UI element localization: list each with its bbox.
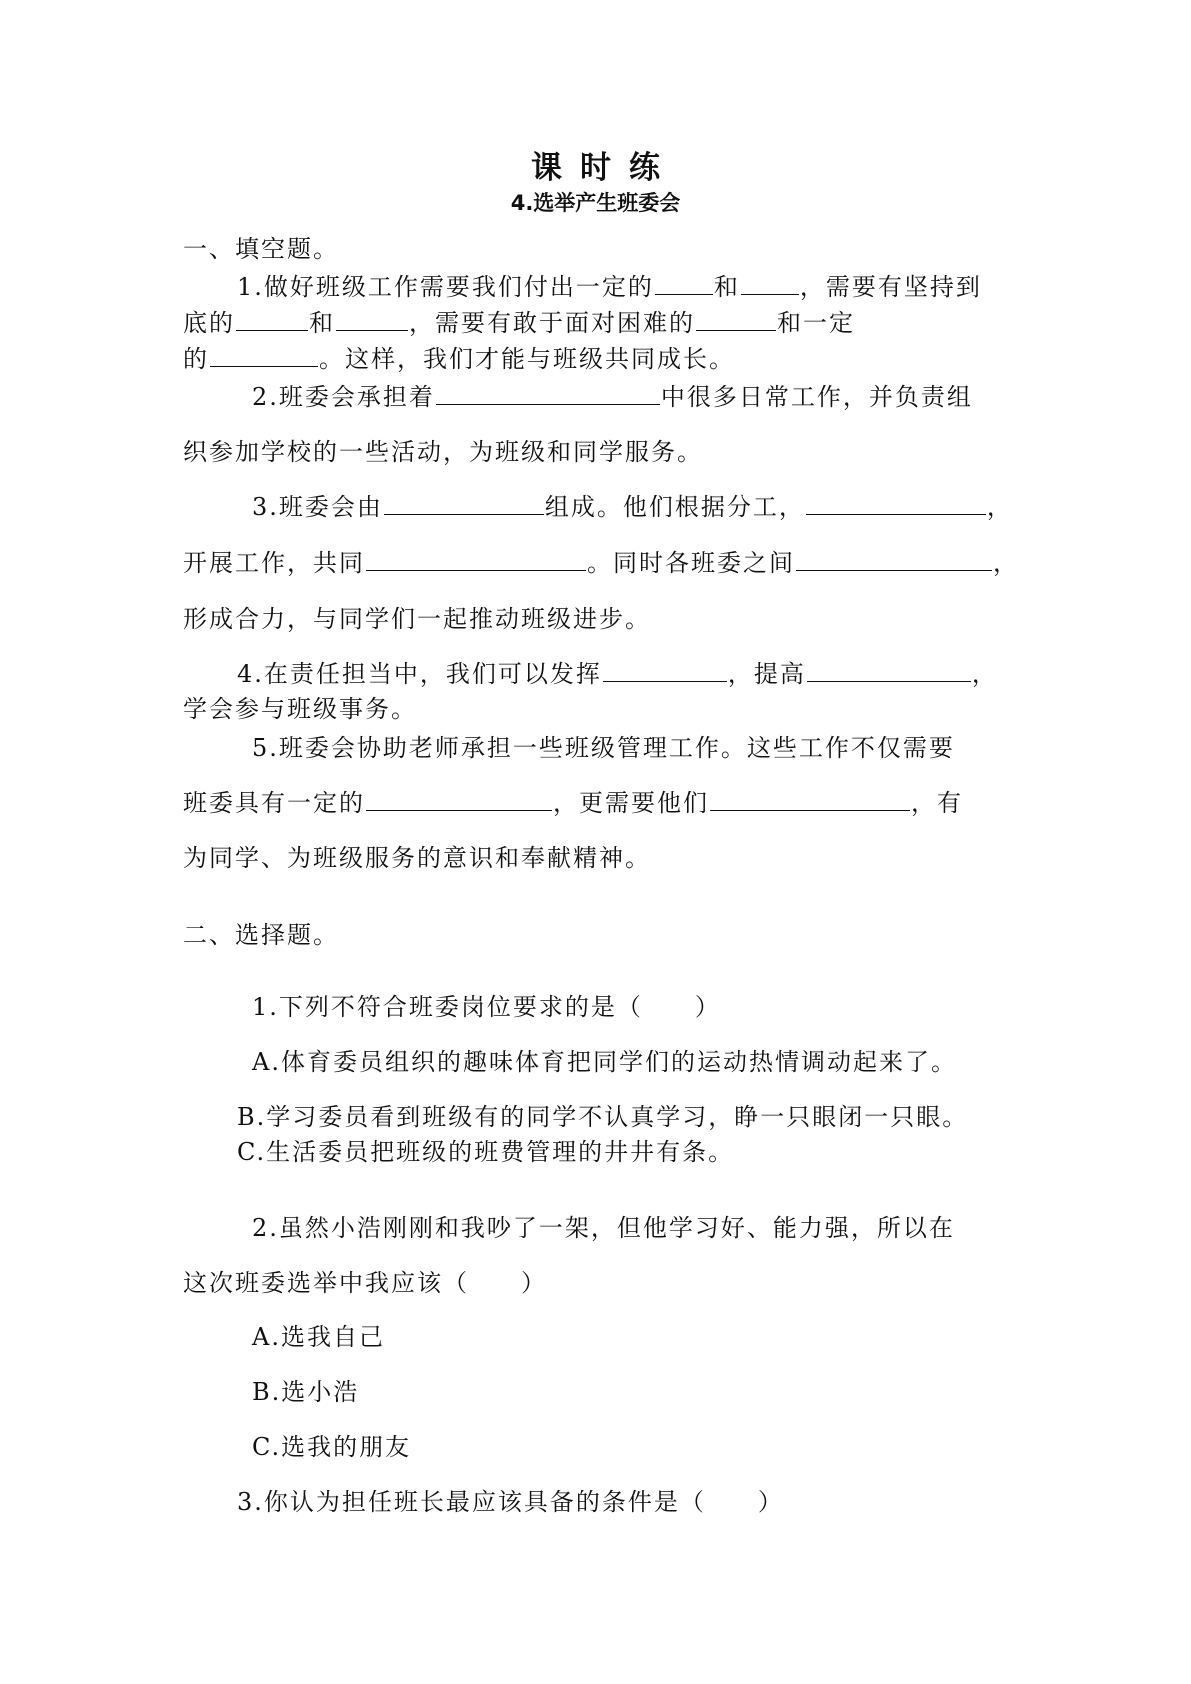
choice-q3-stem: 3.你认为担任班长最应该具备的条件是（ ） xyxy=(237,1488,784,1516)
fill-q4-text: ，提高 xyxy=(727,660,806,688)
fill-q5-text: ，有 xyxy=(911,789,963,817)
fill-q3-text: 3.班委会由 xyxy=(252,493,383,521)
page-subtitle: 4.选举产生班委会 xyxy=(510,191,681,215)
fill-q1-text: ，需要有敢于面对困难的 xyxy=(409,309,695,337)
choice-q2-stem-line2: 这次班委选举中我应该（ ） xyxy=(183,1269,547,1297)
choice-q1-option-b[interactable]: B.学习委员看到班级有的同学不认真学习，睁一只眼闭一只眼。 xyxy=(237,1103,969,1131)
fill-q2-line1 xyxy=(252,380,1082,414)
choice-q2-option-a[interactable]: A.选我自己 xyxy=(252,1323,385,1351)
fill-q1-text: ，需要有坚持到 xyxy=(799,273,982,301)
fill-q5-text: ，更需要他们 xyxy=(553,789,709,817)
fill-q4-line2: 学会参与班级事务。 xyxy=(183,695,417,723)
answer-blank[interactable] xyxy=(710,786,910,811)
answer-blank[interactable] xyxy=(336,306,408,331)
section1-heading: 一、填空题。 xyxy=(183,235,339,263)
answer-blank[interactable] xyxy=(655,270,713,295)
answer-blank[interactable] xyxy=(806,490,986,515)
fill-q4-text: ， xyxy=(971,660,998,688)
answer-blank[interactable] xyxy=(384,490,544,515)
fill-q3-text: ， xyxy=(993,549,1019,577)
fill-q1-text: 。这样，我们才能与班级共同成长。 xyxy=(319,345,735,373)
fill-q1-line3 xyxy=(183,342,1013,376)
fill-q1-line1 xyxy=(237,270,1067,304)
choice-q1-option-a[interactable]: A.体育委员组织的趣味体育把同学们的运动热情调动起来了。 xyxy=(252,1048,957,1076)
answer-blank[interactable] xyxy=(366,786,552,811)
answer-blank[interactable] xyxy=(436,380,660,405)
fill-q1-text: 和 xyxy=(309,309,335,337)
fill-q3-text: 。同时各班委之间 xyxy=(587,549,795,577)
fill-q5-text: 班委具有一定的 xyxy=(183,789,365,817)
fill-q3-text: 组成。他们根据分工， xyxy=(544,493,805,521)
answer-blank[interactable] xyxy=(603,657,727,682)
fill-q2-line2: 织参加学校的一些活动，为班级和同学服务。 xyxy=(183,438,703,466)
answer-blank[interactable] xyxy=(741,270,799,295)
choice-q2-option-c[interactable]: C.选我的朋友 xyxy=(252,1433,412,1461)
answer-blank[interactable] xyxy=(366,546,586,571)
choice-q1-option-c[interactable]: C.生活委员把班级的班费管理的井井有条。 xyxy=(237,1138,735,1166)
fill-q3-text: ， xyxy=(986,493,1013,521)
fill-q1-line2 xyxy=(183,306,1013,340)
choice-q1-stem: 1.下列不符合班委岗位要求的是（ ） xyxy=(252,993,721,1021)
section2-heading: 二、选择题。 xyxy=(183,921,339,949)
fill-q3-line2 xyxy=(183,546,1019,580)
fill-q1-text: 的 xyxy=(183,345,209,373)
answer-blank[interactable] xyxy=(696,306,776,331)
fill-q2-text: 2.班委会承担着 xyxy=(252,383,435,411)
fill-q1-text: 和一定 xyxy=(777,309,855,337)
answer-blank[interactable] xyxy=(796,546,992,571)
fill-q3-line1 xyxy=(252,490,1082,524)
fill-q4-text: 4.在责任担当中，我们可以发挥 xyxy=(237,660,602,688)
fill-q3-line3: 形成合力，与同学们一起推动班级进步。 xyxy=(183,605,651,633)
fill-q4-line1 xyxy=(237,657,1067,691)
fill-q5-line1: 5.班委会协助老师承担一些班级管理工作。这些工作不仅需要 xyxy=(252,734,955,762)
fill-q3-text: 开展工作，共同 xyxy=(183,549,365,577)
page-title: 课时练 xyxy=(531,150,678,186)
answer-blank[interactable] xyxy=(236,306,308,331)
answer-blank[interactable] xyxy=(210,342,318,367)
fill-q1-text: 底的 xyxy=(183,309,235,337)
fill-q1-text: 1.做好班级工作需要我们付出一定的 xyxy=(237,273,654,301)
choice-q2-option-b[interactable]: B.选小浩 xyxy=(252,1378,360,1406)
fill-q2-text: 中很多日常工作，并负责组 xyxy=(660,383,973,411)
fill-q5-line3: 为同学、为班级服务的意识和奉献精神。 xyxy=(183,844,651,872)
fill-q5-line2 xyxy=(183,786,1013,820)
choice-q2-stem-line1: 2.虽然小浩刚刚和我吵了一架，但他学习好、能力强，所以在 xyxy=(252,1214,955,1242)
answer-blank[interactable] xyxy=(807,657,971,682)
fill-q1-text: 和 xyxy=(713,273,740,301)
